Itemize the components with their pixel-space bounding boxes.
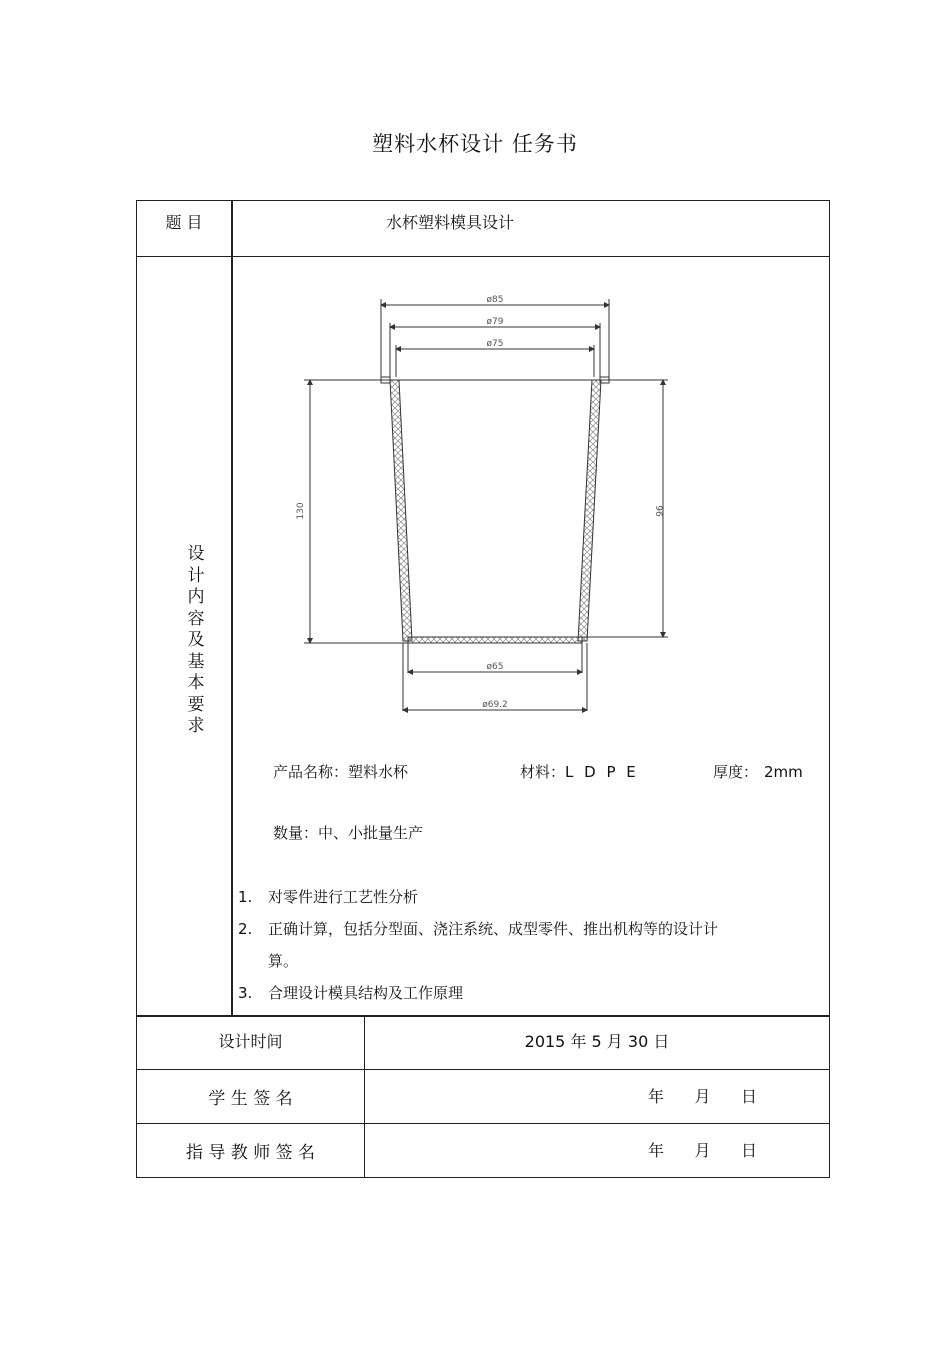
dim-top-mid: ø79 — [486, 317, 504, 327]
content-label-char: 要 — [187, 694, 205, 715]
table-divider — [136, 1015, 830, 1017]
dim-height-right: 96 — [653, 505, 663, 517]
thickness — [713, 761, 803, 782]
content-label-char: 设 — [187, 544, 205, 564]
product-name-label: 产品名称： — [273, 763, 349, 781]
material-label: 材料： — [520, 763, 566, 781]
list-item — [238, 950, 298, 971]
content-label — [184, 544, 208, 738]
list-item-number: 2. — [238, 920, 253, 938]
design-time-label: 设计时间 — [218, 1032, 283, 1051]
content-label-char: 本 — [187, 673, 205, 693]
list-item-text: 合理设计模具结构及工作原理 — [268, 984, 464, 1002]
list-item — [238, 886, 418, 907]
table-divider — [136, 256, 830, 257]
topic-value: 水杯塑料模具设计 — [386, 213, 515, 232]
teacher-sign-date: 年 月 日 — [648, 1141, 758, 1160]
content-label-char: 及 — [187, 630, 205, 650]
product-name — [273, 761, 408, 782]
design-time-value: 2015 年 5 月 30 日 — [524, 1032, 670, 1051]
list-item-text: 算。 — [268, 952, 299, 970]
list-item-number: 1. — [238, 888, 253, 906]
teacher-sign-label: 指 导 教 师 签 名 — [185, 1143, 316, 1163]
dim-height-left: 130 — [296, 502, 306, 520]
content-label-char: 基 — [187, 651, 205, 672]
content-label-char: 求 — [187, 716, 205, 736]
content-label-char: 计 — [187, 565, 205, 586]
list-item-text: 正确计算，包括分型面、浇注系统、成型零件、推出机构等的设计计 — [268, 920, 719, 938]
dim-bottom-inner: ø65 — [486, 662, 504, 672]
list-item-number: 3. — [238, 984, 253, 1002]
thickness-value: 2mm — [764, 763, 803, 781]
quantity — [273, 822, 423, 843]
dim-top-inner: ø75 — [486, 339, 504, 349]
product-name-value: 塑料水杯 — [348, 763, 409, 781]
content-label-char: 容 — [187, 608, 205, 629]
table-border-right — [829, 200, 830, 1178]
material-value: L D P E — [565, 763, 639, 781]
table-divider — [136, 1069, 830, 1070]
material — [520, 761, 639, 782]
quantity-label: 数量： — [273, 824, 319, 842]
student-sign-label: 学 生 签 名 — [208, 1089, 293, 1109]
list-item — [238, 982, 463, 1003]
cup-drawing — [290, 285, 680, 720]
dim-bottom-outer: ø69.2 — [482, 700, 508, 710]
table-border-top — [136, 200, 830, 201]
content-label-char: 内 — [187, 587, 205, 607]
list-item — [238, 918, 718, 939]
table-border-bottom — [136, 1177, 830, 1178]
quantity-value: 中、小批量生产 — [318, 824, 424, 842]
page-title: 塑料水杯设计 任务书 — [372, 132, 578, 156]
topic-label: 题 目 — [165, 213, 203, 232]
dim-top-outer: ø85 — [486, 295, 504, 305]
list-item-text: 对零件进行工艺性分析 — [268, 888, 419, 906]
student-sign-date: 年 月 日 — [648, 1087, 758, 1106]
table-column-divider — [231, 200, 233, 1016]
thickness-label: 厚度： — [713, 763, 759, 781]
table-divider — [136, 1123, 830, 1124]
